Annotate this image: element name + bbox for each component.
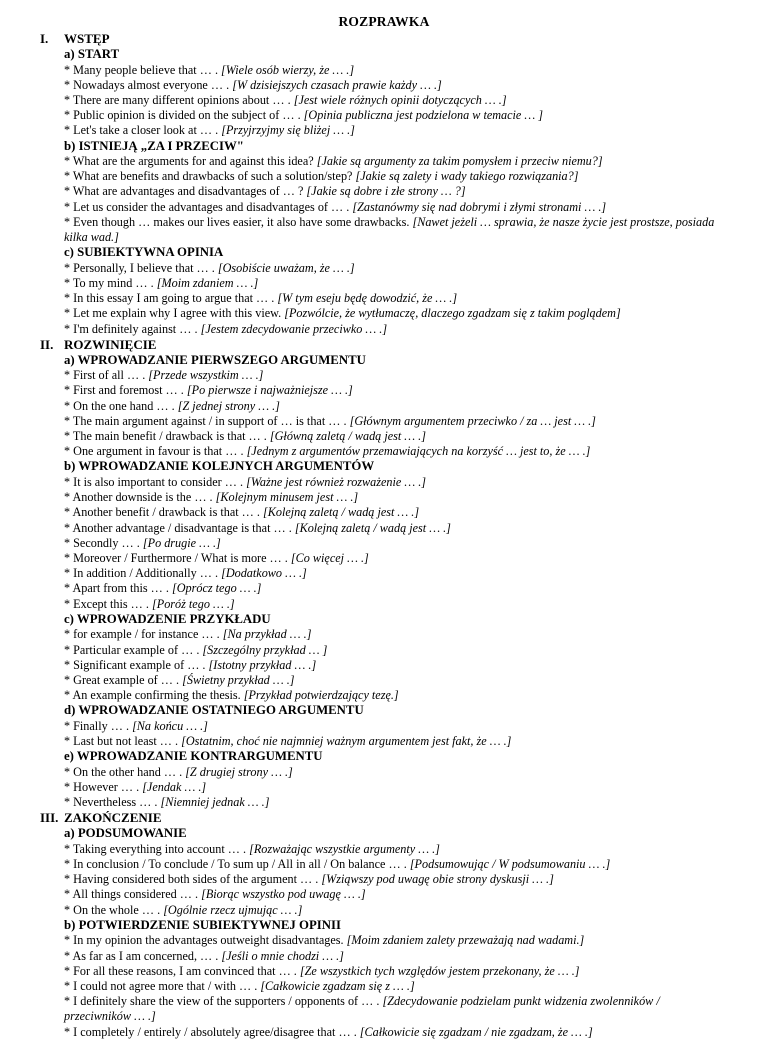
english-phrase: * As far as I am concerned, … . bbox=[64, 948, 222, 963]
polish-translation: [Główną zaletą / wadą jest … .] bbox=[269, 429, 426, 444]
phrase-item bbox=[0, 887, 768, 902]
phrase-item bbox=[0, 566, 768, 581]
english-phrase: * for example / for instance … . bbox=[64, 627, 223, 642]
polish-translation: [Jakie są argumenty za takim pomysłem i przeciw niemu?] bbox=[316, 154, 603, 169]
english-phrase: * On the whole … . bbox=[64, 902, 164, 917]
english-phrase: * Last but not least … . bbox=[64, 734, 182, 749]
english-phrase: * On the one hand … . bbox=[64, 398, 178, 413]
english-phrase: * The main argument against / in support of … is that … . bbox=[64, 413, 350, 428]
english-phrase: * I definitely share the view of the supporters / opponents of … . bbox=[64, 994, 383, 1009]
polish-translation: [Opinia publiczna jest podzielona w temacie … ] bbox=[303, 108, 544, 123]
english-phrase: * Apart from this … . bbox=[64, 581, 172, 596]
subsection-heading: b) ISTNIEJĄ „ZA I PRZECIW" bbox=[64, 138, 244, 153]
english-phrase: * I completely / entirely / absolutely agree/disagree that … . bbox=[64, 1024, 360, 1039]
polish-translation: [Istotny przykład … .] bbox=[208, 657, 317, 672]
polish-translation: [Ostatnim, choć nie najmniej ważnym argumentem jest fakt, że … .] bbox=[181, 734, 512, 749]
english-phrase: * All things considered … . bbox=[64, 887, 202, 902]
section-title: ROZWINIĘCIE bbox=[64, 336, 157, 352]
polish-translation: [Jest wiele różnych opinii dotyczących … .] bbox=[293, 92, 507, 107]
english-phrase: * Finally … . bbox=[64, 718, 133, 733]
phrase-item bbox=[0, 964, 768, 979]
subsection-heading: a) WPROWADZANIE PIERWSZEGO ARGUMENTU bbox=[64, 352, 366, 367]
phrase-item bbox=[0, 719, 768, 734]
phrase-item bbox=[0, 673, 768, 688]
polish-translation: [Moim zdaniem zalety przeważają nad wadami.] bbox=[346, 933, 585, 948]
phrase-item bbox=[0, 414, 768, 429]
polish-translation: [Co więcej … .] bbox=[290, 550, 369, 565]
phrase-item bbox=[0, 994, 768, 1024]
phrase-item bbox=[0, 63, 768, 78]
phrase-item bbox=[0, 581, 768, 596]
polish-translation: [Jestem zdecydowanie przeciwko … .] bbox=[200, 321, 388, 336]
phrase-item bbox=[0, 933, 768, 948]
phrase-item bbox=[0, 979, 768, 994]
english-phrase: * Having considered both sides of the argument … . bbox=[64, 872, 322, 887]
document-body bbox=[0, 31, 768, 1040]
english-phrase: * What are benefits and drawbacks of such a solution/step? bbox=[64, 169, 356, 184]
section-title: ZAKOŃCZENIE bbox=[64, 810, 162, 826]
phrase-item bbox=[0, 1025, 768, 1040]
phrase-item bbox=[0, 903, 768, 918]
english-phrase: * Another advantage / disadvantage is that … . bbox=[64, 520, 295, 535]
english-phrase: * Another benefit / drawback is that … . bbox=[64, 505, 264, 520]
phrase-item bbox=[0, 93, 768, 108]
phrase-item bbox=[0, 734, 768, 749]
phrase-item bbox=[0, 872, 768, 887]
english-phrase: * For all these reasons, I am convinced that … . bbox=[64, 963, 300, 978]
phrase-item bbox=[0, 368, 768, 383]
phrase-item bbox=[0, 842, 768, 857]
english-phrase: * In conclusion / To conclude / To sum up / All in all / On balance … . bbox=[64, 857, 410, 872]
polish-translation: [Ważne jest również rozważenie … .] bbox=[246, 474, 427, 489]
phrase-item bbox=[0, 306, 768, 321]
english-phrase: * Let me explain why I agree with this view. bbox=[64, 306, 285, 321]
english-phrase: * Many people believe that … . bbox=[64, 62, 222, 77]
english-phrase: * One argument in favour is that … . bbox=[64, 444, 247, 459]
phrase-item bbox=[0, 291, 768, 306]
phrase-item bbox=[0, 780, 768, 795]
phrase-item bbox=[0, 765, 768, 780]
polish-translation: [Głównym argumentem przeciwko / za … jest … .] bbox=[349, 413, 596, 428]
phrase-item bbox=[0, 200, 768, 215]
phrase-item bbox=[0, 154, 768, 169]
subsection-heading: a) START bbox=[64, 47, 120, 61]
english-phrase: * Public opinion is divided on the subject of … . bbox=[64, 108, 304, 123]
polish-translation: [Świetny przykład … .] bbox=[182, 672, 295, 687]
phrase-item bbox=[0, 169, 768, 184]
english-phrase: * The main benefit / drawback is that … . bbox=[64, 429, 270, 444]
phrase-item bbox=[0, 215, 768, 245]
polish-translation: [Jeśli o mnie chodzi … .] bbox=[221, 948, 344, 963]
english-phrase: * Let's take a closer look at … . bbox=[64, 123, 222, 138]
english-phrase: * In my opinion the advantages outweight disadvantages. bbox=[64, 933, 347, 948]
polish-translation: [Oprócz tego … .] bbox=[172, 581, 262, 596]
polish-translation: [Przede wszystkim … .] bbox=[148, 368, 264, 383]
english-phrase: * In this essay I am going to argue that … . bbox=[64, 291, 278, 306]
phrase-item bbox=[0, 429, 768, 444]
english-phrase: * Moreover / Furthermore / What is more … . bbox=[64, 550, 291, 565]
english-phrase: * What are the arguments for and against this idea? bbox=[64, 154, 317, 169]
english-phrase: * There are many different opinions about … . bbox=[64, 92, 294, 107]
english-phrase: * Nowadays almost everyone … . bbox=[64, 77, 233, 92]
polish-translation: [Kolejną zaletą / wadą jest … .] bbox=[294, 520, 451, 535]
phrase-item bbox=[0, 643, 768, 658]
english-phrase: * I could not agree more that / with … . bbox=[64, 978, 261, 993]
phrase-item bbox=[0, 551, 768, 566]
polish-translation: [Wziąwszy pod uwagę obie strony dyskusji … .] bbox=[321, 872, 554, 887]
phrase-item bbox=[0, 857, 768, 872]
english-phrase: * However … . bbox=[64, 779, 143, 794]
english-phrase: * An example confirming the thesis. bbox=[64, 688, 244, 703]
english-phrase: * Let us consider the advantages and disadvantages of … . bbox=[64, 199, 353, 214]
phrase-item bbox=[0, 521, 768, 536]
english-phrase: * Great example of … . bbox=[64, 672, 183, 687]
polish-translation: [Szczególny przykład … ] bbox=[202, 642, 328, 657]
polish-translation: [Osobiście uważam, że … .] bbox=[217, 260, 355, 275]
phrase-item bbox=[0, 490, 768, 505]
polish-translation: [Z jednej strony … .] bbox=[177, 398, 280, 413]
phrase-item bbox=[0, 322, 768, 337]
section-number: III. bbox=[40, 810, 59, 826]
polish-translation: [Niemniej jednak … .] bbox=[160, 795, 270, 810]
phrase-item bbox=[0, 536, 768, 551]
section-number: II. bbox=[40, 336, 54, 352]
subsection-heading: c) WPROWADZENIE PRZYKŁADU bbox=[64, 611, 271, 626]
english-phrase: * Except this … . bbox=[64, 596, 153, 611]
document-title: ROZPRAWKA bbox=[338, 14, 430, 29]
section-heading bbox=[0, 810, 768, 826]
polish-translation: [Moim zdaniem … .] bbox=[156, 275, 259, 290]
english-phrase: * What are advantages and disadvantages of … ? bbox=[64, 184, 307, 199]
subsection-heading: d) WPROWADZANIE OSTATNIEGO ARGUMENTU bbox=[64, 703, 364, 718]
english-phrase: * In addition / Additionally … . bbox=[64, 566, 222, 581]
polish-translation: [Z drugiej strony … .] bbox=[185, 764, 293, 779]
english-phrase: * First and foremost … . bbox=[64, 383, 187, 398]
polish-translation: [Jakie są zalety i wady takiego rozwiązania?] bbox=[355, 169, 579, 184]
phrase-item bbox=[0, 444, 768, 459]
english-phrase: * First of all … . bbox=[64, 368, 149, 383]
phrase-item bbox=[0, 949, 768, 964]
subsection-heading: e) WPROWADZANIE KONTRARGUMENTU bbox=[64, 749, 323, 764]
polish-translation: [Ogólnie rzecz ujmując … .] bbox=[163, 902, 303, 917]
polish-translation: [Jakie są dobre i złe strony … ?] bbox=[306, 184, 466, 199]
phrase-item bbox=[0, 658, 768, 673]
phrase-item bbox=[0, 399, 768, 414]
english-phrase: * To my mind … . bbox=[64, 275, 157, 290]
english-phrase: * Significant example of … . bbox=[64, 657, 209, 672]
polish-translation: [Dodatkowo … .] bbox=[221, 566, 307, 581]
polish-translation: [Nawet jeżeli … sprawia, że nasze życie jest prostsze, posiada kilka wad.] bbox=[64, 214, 715, 245]
section-heading bbox=[0, 337, 768, 353]
polish-translation: [Zdecydowanie podzielam punkt widzenia zwolenników / przeciwników … .] bbox=[64, 994, 660, 1024]
phrase-item bbox=[0, 108, 768, 123]
polish-translation: [Całkowicie się zgadzam / nie zgadzam, że … .] bbox=[359, 1024, 593, 1039]
polish-translation: [Wiele osób wierzy, że … .] bbox=[221, 62, 355, 77]
polish-translation: [Przykład potwierdzający tezę.] bbox=[243, 688, 399, 703]
subsection-heading: b) WPROWADZANIE KOLEJNYCH ARGUMENTÓW bbox=[64, 459, 375, 474]
english-phrase: * Particular example of … . bbox=[64, 642, 203, 657]
polish-translation: [Jendak … .] bbox=[142, 779, 207, 794]
english-phrase: * Personally, I believe that … . bbox=[64, 260, 218, 275]
polish-translation: [W tym eseju będę dowodzić, że … .] bbox=[277, 291, 458, 306]
phrase-item bbox=[0, 261, 768, 276]
phrase-item bbox=[0, 505, 768, 520]
phrase-item bbox=[0, 276, 768, 291]
phrase-item bbox=[0, 383, 768, 398]
phrase-item bbox=[0, 184, 768, 199]
english-phrase: * I'm definitely against … . bbox=[64, 321, 201, 336]
polish-translation: [Pozwólcie, że wytłumaczę, dlaczego zgadzam się z takim poglądem] bbox=[284, 306, 621, 321]
polish-translation: [Zastanówmy się nad dobrymi i złymi stronami … .] bbox=[352, 199, 607, 214]
polish-translation: [Poróż tego … .] bbox=[152, 596, 235, 611]
polish-translation: [Jednym z argumentów przemawiających na korzyść … jest to, że … .] bbox=[246, 444, 591, 459]
english-phrase: * Another downside is the … . bbox=[64, 490, 216, 505]
polish-translation: [Całkowicie zgadzam się z … .] bbox=[260, 978, 415, 993]
english-phrase: * Even though … makes our lives easier, it also have some drawbacks. bbox=[64, 214, 413, 229]
phrase-item bbox=[0, 78, 768, 93]
english-phrase: * On the other hand … . bbox=[64, 764, 186, 779]
subsection-heading: c) SUBIEKTYWNA OPINIA bbox=[64, 245, 224, 260]
polish-translation: [Po drugie … .] bbox=[142, 535, 221, 550]
polish-translation: [Po pierwsze i najważniejsze … .] bbox=[186, 383, 353, 398]
polish-translation: [Kolejną zaletą / wadą jest … .] bbox=[263, 505, 420, 520]
subsection-heading: a) PODSUMOWANIE bbox=[64, 826, 187, 841]
polish-translation: [Na przykład … .] bbox=[222, 627, 312, 642]
phrase-item bbox=[0, 795, 768, 810]
phrase-item bbox=[0, 597, 768, 612]
english-phrase: * Secondly … . bbox=[64, 535, 143, 550]
section-title: WSTĘP bbox=[64, 31, 110, 46]
section-heading bbox=[0, 31, 768, 47]
polish-translation: [W dzisiejszych czasach prawie każdy … .] bbox=[232, 77, 442, 92]
section-number: I. bbox=[40, 31, 49, 46]
polish-translation: [Na końcu … .] bbox=[132, 718, 208, 733]
phrase-item bbox=[0, 123, 768, 138]
polish-translation: [Ze wszystkich tych względów jestem przekonany, że … .] bbox=[299, 963, 580, 978]
polish-translation: [Rozważając wszystkie argumenty … .] bbox=[249, 841, 440, 856]
english-phrase: * Nevertheless … . bbox=[64, 795, 161, 810]
polish-translation: [Kolejnym minusem jest … .] bbox=[215, 490, 359, 505]
english-phrase: * It is also important to consider … . bbox=[64, 474, 247, 489]
polish-translation: [Podsumowując / W podsumowaniu … .] bbox=[409, 857, 611, 872]
polish-translation: [Przyjrzyjmy się bliżej … .] bbox=[221, 123, 355, 138]
polish-translation: [Biorąc wszystko pod uwagę … .] bbox=[201, 887, 366, 902]
phrase-item bbox=[0, 475, 768, 490]
phrase-item bbox=[0, 627, 768, 642]
english-phrase: * Taking everything into account … . bbox=[64, 841, 250, 856]
document bbox=[0, 14, 768, 1040]
phrase-item bbox=[0, 688, 768, 703]
subsection-heading: b) POTWIERDZENIE SUBIEKTYWNEJ OPINII bbox=[64, 917, 341, 932]
